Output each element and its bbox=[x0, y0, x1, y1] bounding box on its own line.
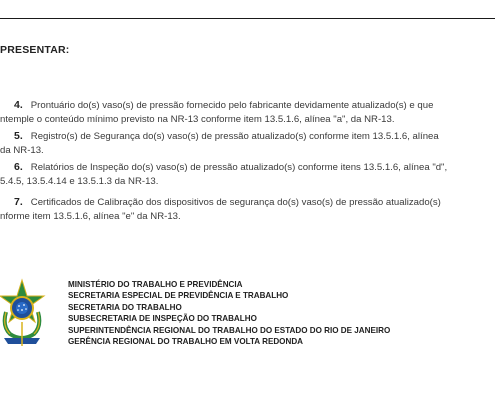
list-item-text: Certificados de Calibração dos dispositivos de segurança do(s) vaso(s) de pressão atualizado(s) bbox=[30, 197, 441, 208]
list-item-first-line bbox=[0, 196, 495, 210]
superintendency-line: SUPERINTENDÊNCIA REGIONAL DO TRABALHO DO ESTADO DO RIO DE JANEIRO bbox=[68, 325, 391, 335]
list-item-text: Relatórios de Inspeção do(s) vaso(s) de pressão atualizado(s) conforme itens 13.5.1.6, alínea "d", bbox=[30, 162, 448, 173]
list-item-continuation: nforme item 13.5.1.6, alínea "e" da NR-13. bbox=[0, 210, 181, 222]
list-item-text: Registro(s) de Segurança do(s) vaso(s) de pressão atualizado(s) conforme item 13.5.1.6, alínea bbox=[30, 131, 439, 142]
ministry-header-block bbox=[68, 279, 390, 347]
list-item-number: 7. bbox=[14, 196, 23, 208]
top-horizontal-rule bbox=[0, 18, 495, 19]
list-item-first-line bbox=[0, 99, 495, 113]
secretariat-line: SECRETARIA ESPECIAL DE PREVIDÊNCIA E TRABALHO bbox=[68, 291, 289, 301]
list-item-number: 6. bbox=[14, 161, 23, 173]
secretariat-labor-line: SECRETARIA DO TRABALHO bbox=[68, 302, 182, 312]
list-item bbox=[0, 196, 495, 223]
list-item bbox=[0, 99, 495, 126]
list-item-continuation: 5.4.5, 13.5.4.14 e 13.5.1.3 da NR-13. bbox=[0, 175, 159, 187]
ministry-line: MINISTÉRIO DO TRABALHO E PREVIDÊNCIA bbox=[68, 280, 243, 289]
brazil-coat-of-arms-icon bbox=[0, 278, 48, 350]
list-item-text: Prontuário do(s) vaso(s) de pressão fornecido pelo fabricante devidamente atualizado(s) e que bbox=[30, 100, 434, 111]
list-item bbox=[0, 161, 495, 188]
list-item-continuation: ntemple o conteúdo mínimo previsto na NR-13 conforme item 13.5.1.6, alínea "a", da NR-13. bbox=[0, 113, 395, 125]
subsecretariat-line: SUBSECRETARIA DE INSPEÇÃO DO TRABALHO bbox=[68, 314, 257, 324]
list-item-first-line bbox=[0, 161, 495, 175]
regional-management-line: GERÊNCIA REGIONAL DO TRABALHO EM VOLTA REDONDA bbox=[68, 337, 304, 347]
list-item bbox=[0, 130, 495, 157]
list-item-number: 5. bbox=[14, 130, 23, 142]
list-item-continuation: da NR-13. bbox=[0, 144, 44, 156]
list-item-first-line bbox=[0, 130, 495, 144]
list-item-number: 4. bbox=[14, 99, 23, 111]
section-heading: PRESENTAR: bbox=[0, 44, 70, 56]
